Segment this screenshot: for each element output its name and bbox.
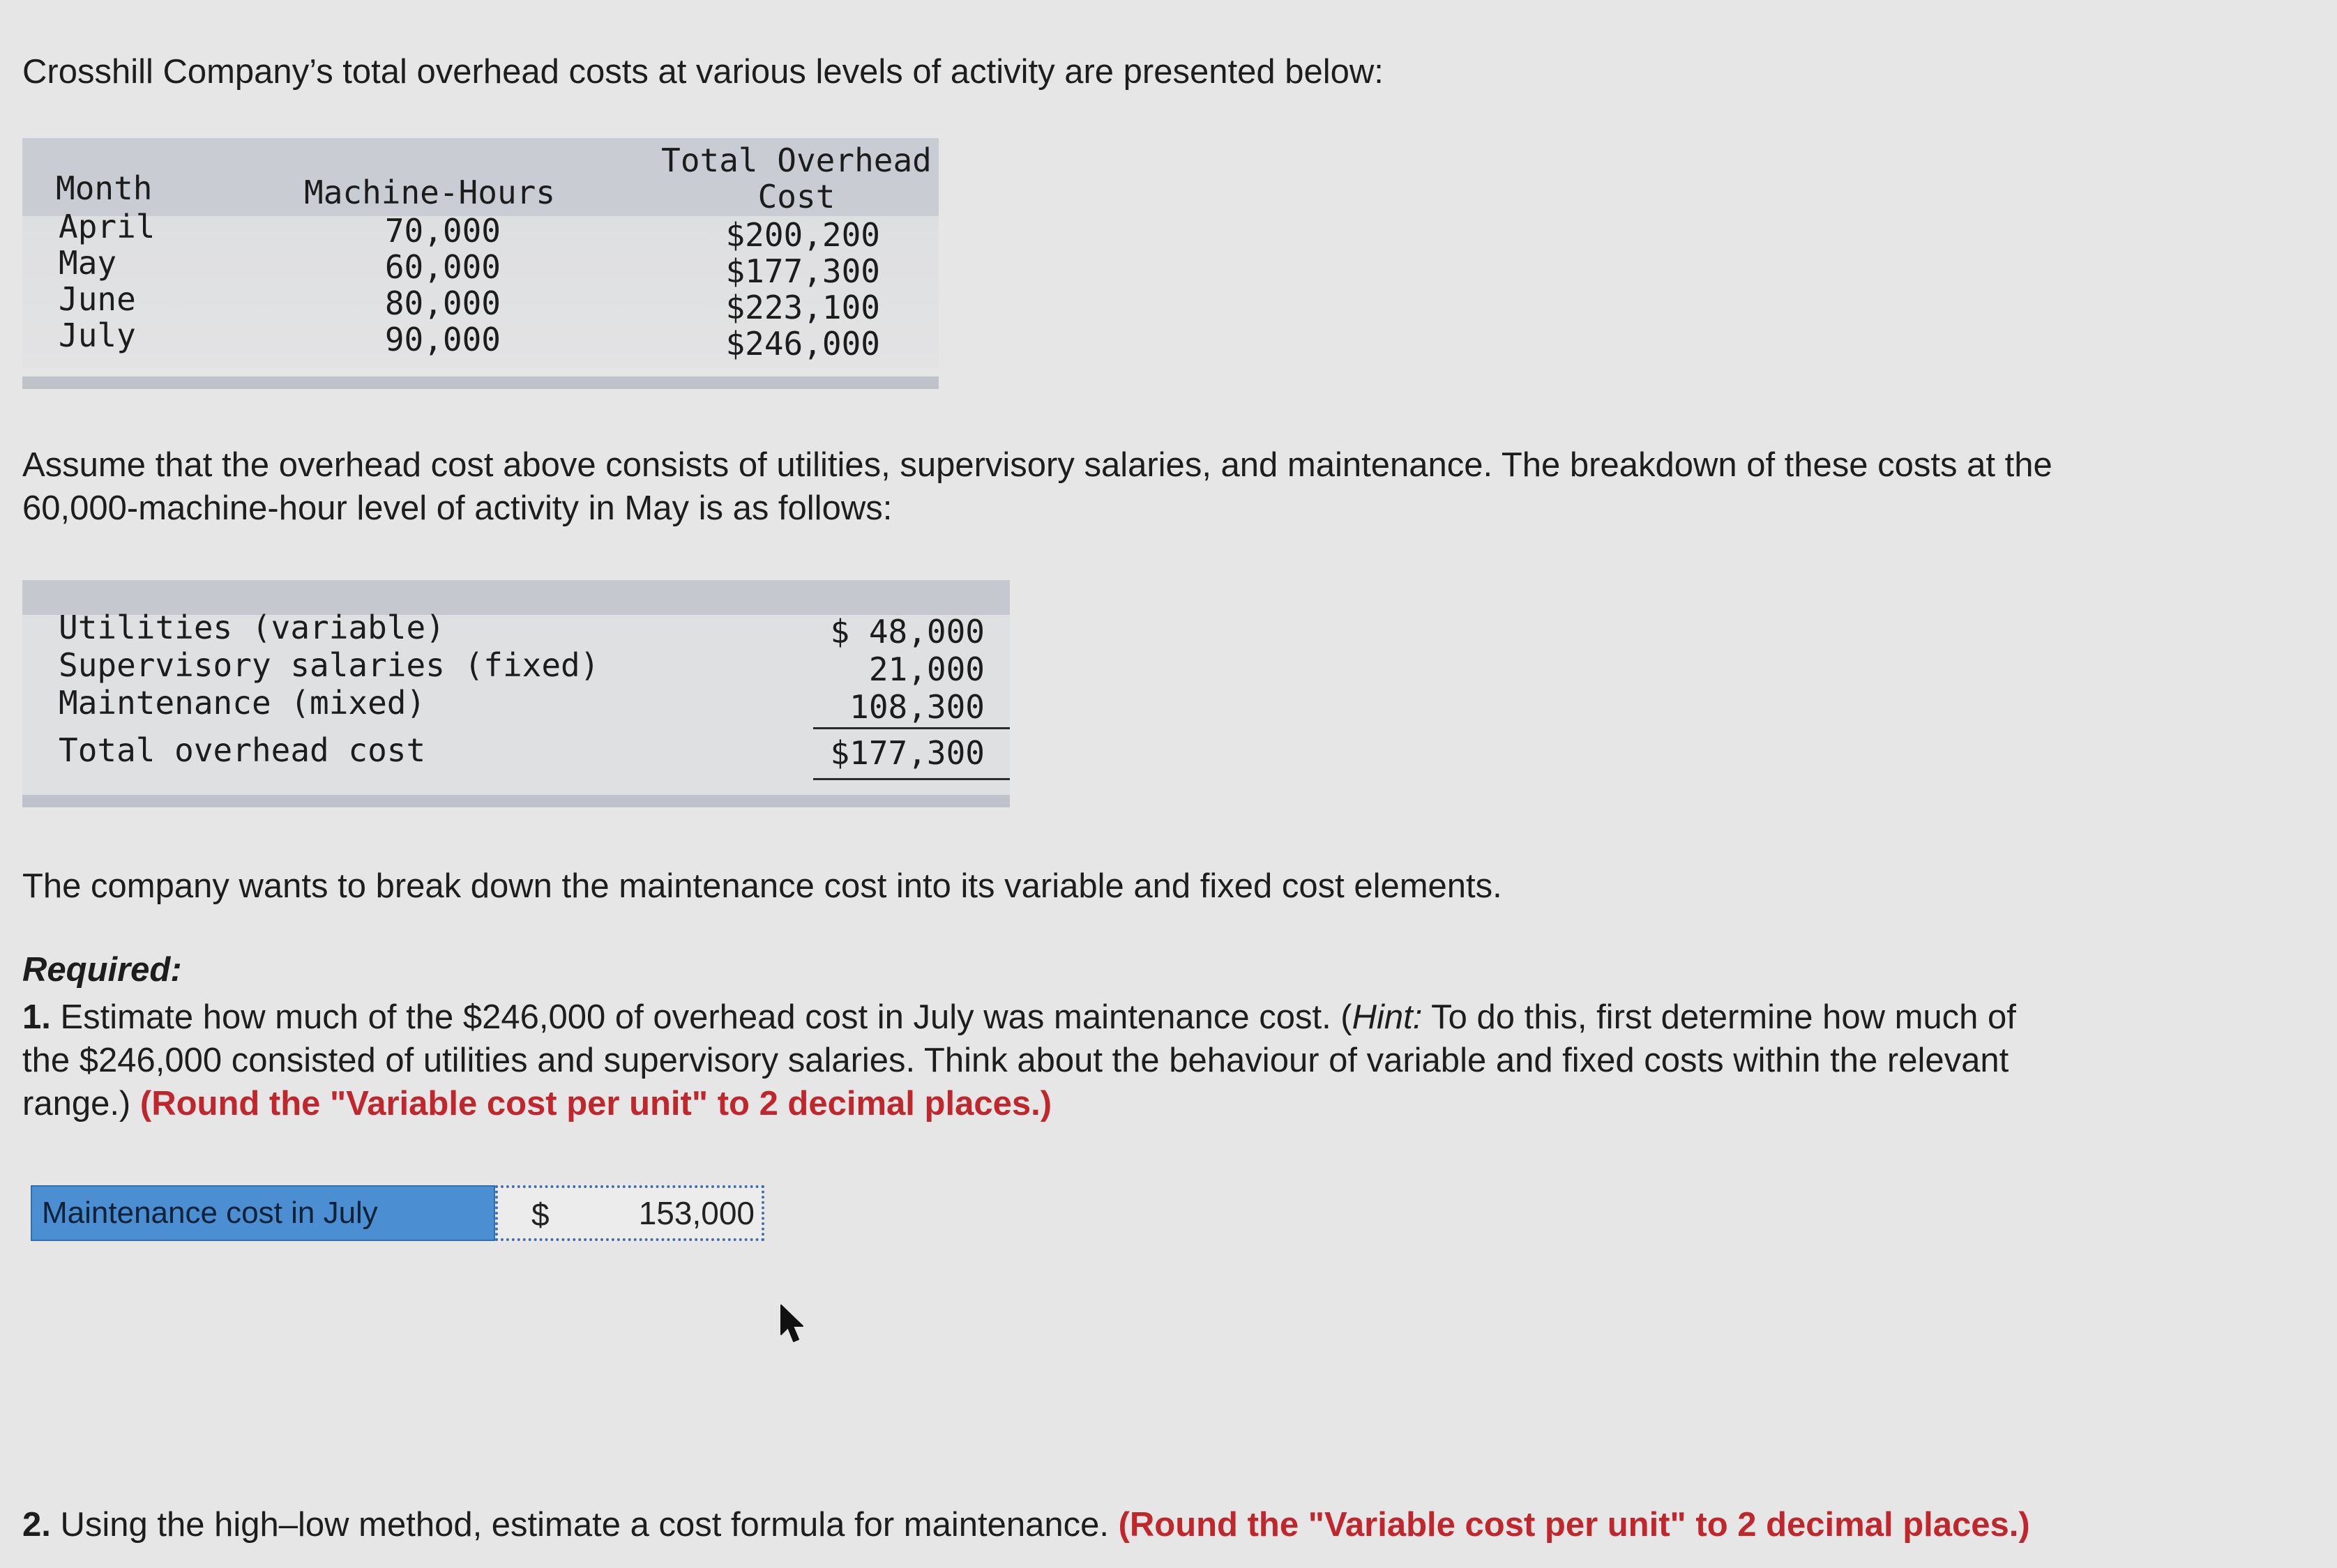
header-cost: Cost [757, 178, 835, 215]
row-june-cost: $223,100 [725, 289, 880, 326]
question-1-number: 1. [22, 998, 51, 1036]
maintenance-label: Maintenance (mixed) [59, 684, 426, 722]
question-1-text-b: To do this, first determine how much of [1422, 998, 2016, 1036]
question-1-line3 [22, 1082, 1052, 1125]
maintenance-cost-july-label: Maintenance cost in July [31, 1185, 495, 1241]
subtotal-rule [813, 727, 1010, 729]
row-july-month: July [59, 317, 136, 354]
currency-symbol: $ [531, 1196, 550, 1233]
question-1-line2: the $246,000 consisted of utilities and supervisory salaries. Think about the behaviour of variable and fixed costs within the relevant [22, 1042, 2009, 1079]
header-machine-hours: Machine-Hours [304, 174, 556, 211]
row-april-month: April [59, 208, 156, 245]
question-1-text-a: Estimate how much of the $246,000 of overhead cost in July was maintenance cost. ( [50, 998, 1352, 1036]
maintenance-cost-july-value[interactable]: 153,000 [638, 1195, 755, 1231]
utilities-label: Utilities (variable) [59, 609, 445, 646]
company-text: The company wants to break down the maintenance cost into its variable and fixed cost elements. [22, 867, 1502, 905]
assume-text-line2: 60,000-machine-hour level of activity in May is as follows: [22, 489, 893, 527]
total-overhead-label: Total overhead cost [59, 731, 426, 769]
assume-text-line1: Assume that the overhead cost above consists of utilities, supervisory salaries, and maintenance. The breakdown of these costs at the [22, 446, 2052, 484]
intro-text: Crosshill Company’s total overhead costs at various levels of activity are presented below: [22, 53, 1384, 91]
question-2-rounding-note: (Round the "Variable cost per unit" to 2 decimal places.) [1118, 1506, 2030, 1544]
row-april-hours: 70,000 [384, 212, 501, 250]
header-month: Month [56, 169, 153, 207]
question-1-line3-text: range.) [22, 1085, 140, 1122]
question-1-line1 [22, 996, 2016, 1039]
question-2-text: Using the high–low method, estimate a cost formula for maintenance. [50, 1506, 1119, 1544]
question-1-rounding-note: (Round the "Variable cost per unit" to 2 decimal places.) [139, 1085, 1052, 1122]
header-total-overhead: Total Overhead [661, 142, 932, 179]
row-july-cost: $246,000 [725, 325, 880, 363]
required-heading: Required: [22, 951, 182, 989]
row-may-month: May [59, 244, 117, 282]
overhead-table-footer-band [22, 376, 939, 389]
question-1-hint: Hint: [1352, 998, 1423, 1036]
total-overhead-value: $177,300 [830, 734, 985, 772]
row-june-month: June [59, 280, 136, 318]
breakdown-table-footer-band [22, 795, 1010, 807]
utilities-value: $ 48,000 [830, 613, 985, 650]
mouse-pointer-icon [780, 1304, 808, 1349]
question-2-line [22, 1503, 2030, 1546]
maintenance-value: 108,300 [849, 688, 985, 726]
question-2-number: 2. [22, 1506, 51, 1544]
row-april-cost: $200,200 [725, 216, 880, 254]
supervisory-label: Supervisory salaries (fixed) [59, 646, 600, 684]
row-may-hours: 60,000 [384, 248, 501, 286]
supervisory-value: 21,000 [868, 650, 985, 688]
row-july-hours: 90,000 [384, 321, 501, 358]
row-may-cost: $177,300 [725, 252, 880, 290]
total-rule [813, 778, 1010, 780]
row-june-hours: 80,000 [384, 284, 501, 322]
